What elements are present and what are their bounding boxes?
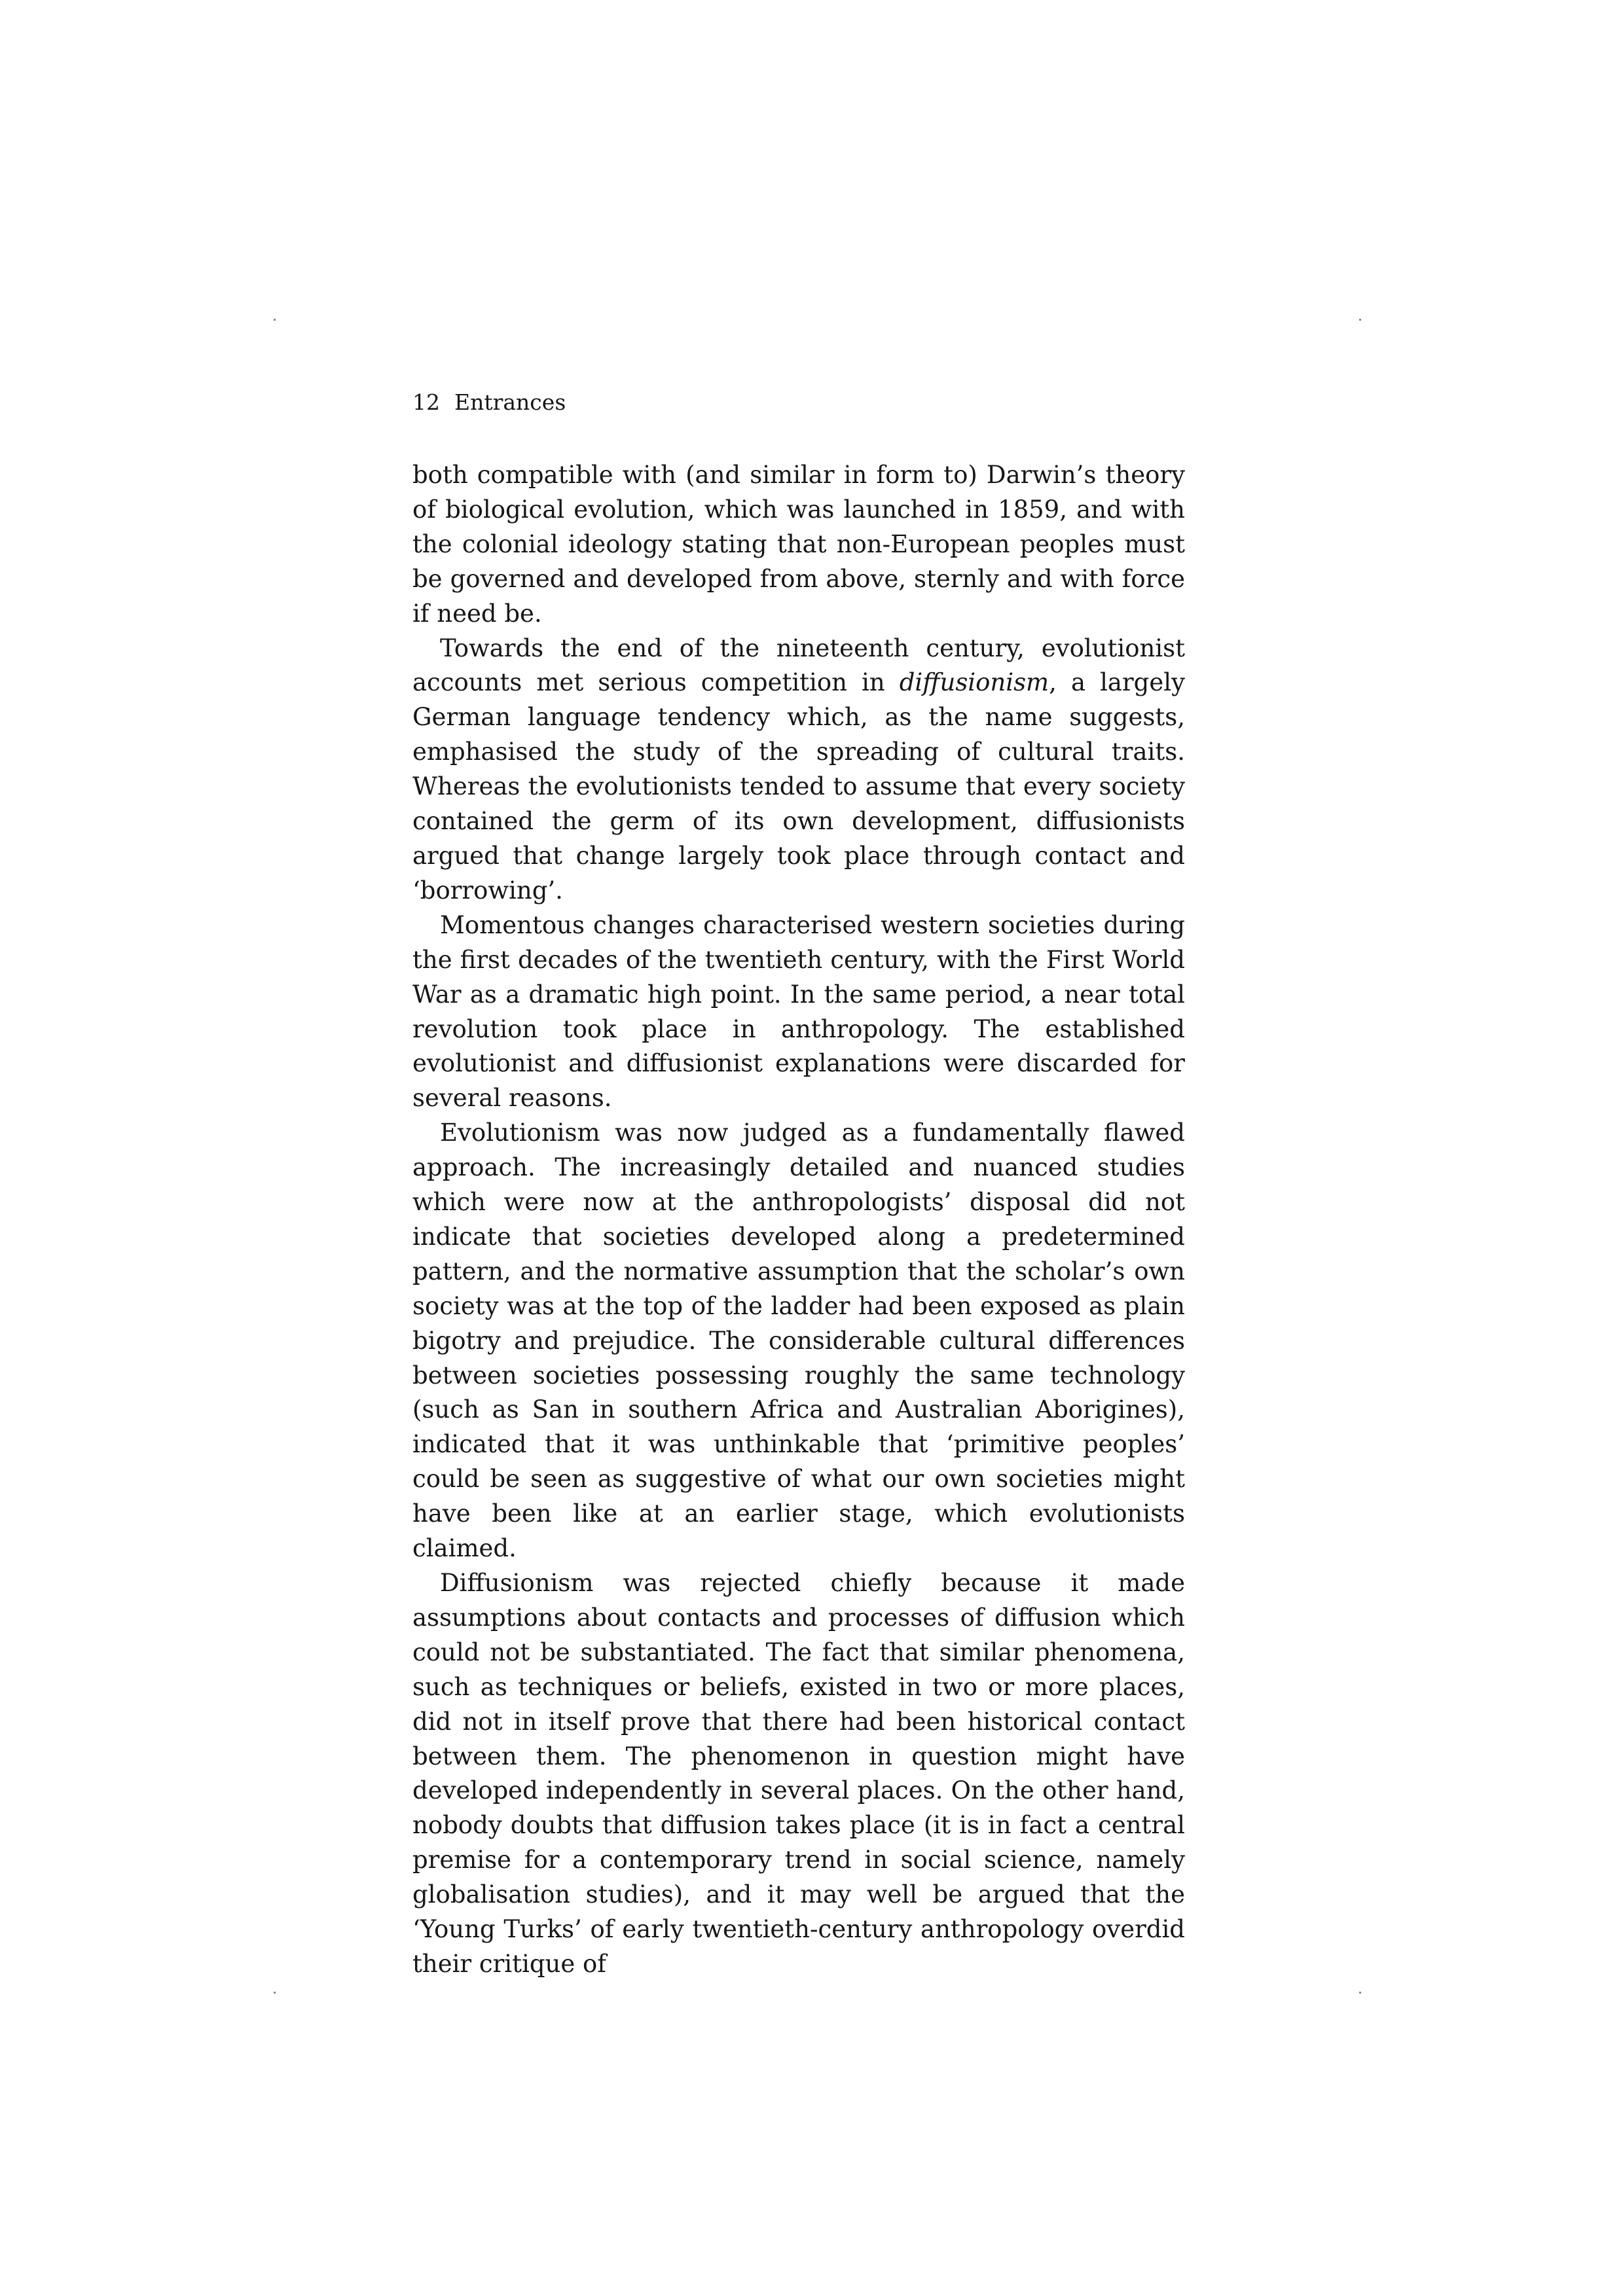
paragraph [412,458,1185,632]
text-run: Momentous changes characterised western societies during the first decades of the twentieth century, with the First World War as a dramatic high point. In the same period, a near total revolution took place in anthropology. The established evolutionist and diffusionist explanations were discarded for several reasons. [412,910,1185,1113]
text-run: Towards the end of the nineteenth century, evolutionist accounts met serious competition in [412,634,1185,697]
text-run: Diffusionism was rejected chiefly because it made assumptions about contacts and processes of diffusion which could not be substantiated. The fact that similar phenomena, such as techniques or beliefs, existed in two or more places, did not in itself prove that there had been historical contact between them. The phenomenon in question might have developed independently in several places. On the other hand, nobody doubts that diffusion takes place (it is in fact a central premise for a contemporary trend in social science, namely globalisation studies), and it may well be argued that the ‘Young Turks’ of early twentieth-century anthropology overdid their critique of [412,1569,1185,1978]
crop-mark-bottom-left [274,1992,276,1994]
text-run: , a largely German language tendency which, as the name suggests, emphasised the study of the spreading of cultural traits. Whereas the evolutionists tended to assume that every society contained the germ of its own development, diffusionists argued that change largely took place through contact and ‘borrowing’. [412,668,1185,905]
emphasized-term: diffusionism [899,668,1049,697]
text-run: both compatible with (and similar in form to) Darwin’s theory of biological evolution, which was launched in 1859, and with the colonial ideology stating that non-European peoples must be governed and developed from above, sternly and with force if need be. [412,461,1185,628]
paragraph [412,1566,1185,1982]
paragraph [412,908,1185,1116]
crop-mark-top-left [274,319,276,321]
crop-mark-top-right [1359,319,1361,321]
text-run: Evolutionism was now judged as a fundamentally flawed approach. The increasingly detailed and nuanced studies which were now at the anthropologists’ disposal did not indicate that societies developed along a predetermined pattern, and the normative assumption that the scholar’s own society was at the top of the ladder had been exposed as plain bigotry and prejudice. The considerable cultural differences between societies possessing roughly the same technology (such as San in southern Africa and Australian Aborigines), indicated that it was unthinkable that ‘primitive peoples’ could be seen as suggestive of what our own societies might have been like at an earlier stage, which evolutionists claimed. [412,1119,1185,1563]
page-number: 12 [412,389,440,415]
body-text [412,458,1185,1982]
paragraph [412,1116,1185,1566]
running-header [412,387,566,417]
running-title: Entrances [454,389,566,415]
paragraph [412,632,1185,908]
crop-mark-bottom-right [1359,1992,1361,1994]
